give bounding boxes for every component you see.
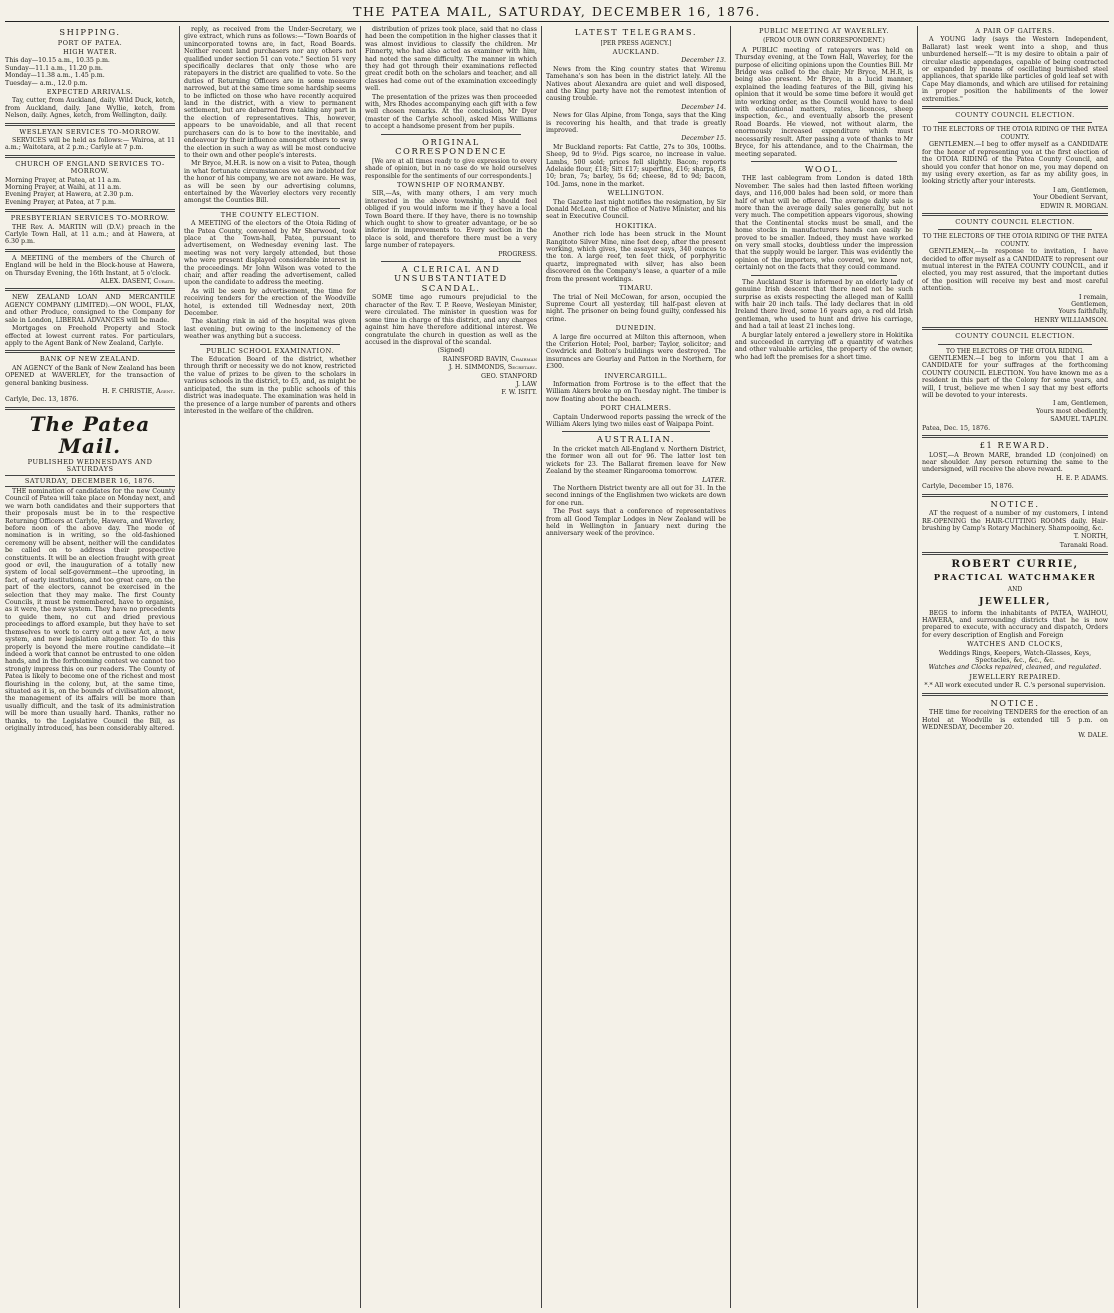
currie-name: ROBERT CURRIE,: [951, 558, 1079, 571]
article-text: reply, as received from the Under-Secretary, we give extract, which runs as follows:—"Town Boards of unincorporated towns are, in fact, Road Boards. Neither recent land purchasers nor any others not qualified under section 51 can vote." Section 51 very specifically declares that only those who are ratepayers in the district are qualified to vote. So the duties of Returning Officers are in some measure narrowed, but at the same time some hardship seems to be inflicted on those who have recently acquired land in the district, with a view to permanent settlement, but are debarred from taking any part in the election of representatives. This, however, appears to be unavoidable, and all that recent purchasers can do is to bow to the inevitable, and endeavour by their influence amongst others to sway the election in such a way as will be most conducive to their own and other people's interests.: [184, 26, 356, 159]
bank-signature: H. F. CHRISTIE, Agent.: [102, 387, 175, 395]
divider: [5, 288, 175, 291]
meeting-signature: ALEX. DASENT, Curate.: [100, 278, 175, 286]
australian-heading: AUSTRALIAN.: [596, 434, 676, 445]
cc-text: GENTLEMEN.—I beg to offer myself as a CANDIDATE for the honor of representing you at the first election of the OTOIA RIDING of the Patea County Council, and should you confer that honor on me, you may depend on my using every exertion, as far as my ability goes, in looking strictly after your interests.: [922, 141, 1108, 186]
divider: [5, 475, 175, 476]
divider: [751, 161, 897, 162]
column-rule: [917, 26, 918, 1308]
port-chalmers-heading: PORT CHALMERS.: [600, 404, 672, 413]
tide-line: Tuesday— a.m., 12.0 p.m.: [5, 79, 88, 87]
masthead: THE PATEA MAIL, SATURDAY, DECEMBER 16, 1876.: [353, 4, 761, 19]
reward-signature: H. E. P. ADAMS.: [1056, 474, 1108, 482]
notice-heading: NOTICE.: [990, 697, 1040, 708]
telegram-text: In the cricket match All-England v. Northern District, the former won all out for 96. The latter lost ten wickets for 23. The Ballarat firemen leave for New Zealand by the steamer Ringarooma tomorrow.: [546, 445, 726, 476]
masthead-rule: [5, 21, 1109, 22]
paper-subtitle: PUBLISHED WEDNESDAYS AND SATURDAYS: [27, 457, 153, 474]
reward-text: LOST,—A Brown MARE, branded LD (conjoined) on near shoulder. Any person returning the same to the undersigned, will receive the above reward.: [922, 451, 1108, 474]
england-line: Morning Prayer, at Patea, at 11 a.m.: [5, 176, 122, 184]
cc-sig-line: I remain,: [1078, 293, 1108, 301]
currie-jewellery: JEWELLERY REPAIRED.: [969, 672, 1061, 681]
divider: [200, 344, 340, 345]
article-text: distribution of prizes took place, said that no class had been the competition in the higher classes that it was almost invidious to classify the children. Mr Finnerty, who had also acted as examiner with him, had noted the same difficulty. The manner in which they had got through their examinations reflected great credit both on the scholars and teacher, and all classes had come out of the examination exceedingly well.: [365, 26, 537, 93]
divider: [922, 327, 1108, 330]
currie-repaired: Watches and Clocks repaired, cleaned, and regulated.: [928, 664, 1102, 672]
england-heading: CHURCH OF ENGLAND SERVICES TO-MORROW.: [15, 159, 165, 176]
divider: [922, 106, 1108, 109]
divider: [562, 431, 710, 432]
article-text: The Post says that a conference of representatives from all Good Templar Lodges in New Zealand will be held in Wellington in January next during the anniversary week of the province.: [546, 508, 726, 538]
article-text: A burglar lately entered a jewellery store in Hokitika and succeeded in carrying off a quantity of watches and other valuable articles, the property of the owner, who had left the premises for a short time.: [735, 331, 913, 361]
england-line: Evening Prayer, at Patea, at 7 p.m.: [5, 198, 116, 206]
tide-line: Sunday—11.1 a.m., 11.20 p.m.: [5, 64, 103, 72]
cc-subheading: TO THE ELECTORS OF THE OTOIA RIDING.: [946, 347, 1084, 355]
dateline: December 15.: [681, 135, 726, 143]
cc-sig-line: Yours most obediently,: [1036, 407, 1108, 415]
wesleyan-text: SERVICES will be held as follows:— Wairoa, at 11 a.m.; Waitotara, at 2 p.m.; Carlyle at 7 p.m.: [5, 136, 175, 152]
notice-text: AT the request of a number of my customers, I intend RE-OPENING the HAIR-CUTTING ROOMS daily. Hair-brushing by Camp's Rotary Machinery. Shampooing, &c.: [922, 510, 1108, 532]
telegram-text: The Gazette last night notifies the resignation, by Sir Donald McLean, of the office of Native Minister, and his seat in Executive Council.: [546, 198, 726, 221]
divider: [5, 407, 175, 410]
divider: [922, 213, 1108, 216]
presby-heading: PRESBYTERIAN SERVICES TO-MORROW.: [10, 214, 170, 223]
divider: [922, 552, 1108, 555]
arrivals-heading: EXPECTED ARRIVALS.: [46, 87, 134, 96]
public-school-text: The Education Board of the district, whether through thrift or necessity we do not know, restricted the value of prizes to be given to the scholars in various schools in the district, to £5, and, as might be anticipated, the sum in the public schools of this district was inadequate. The examination was held in the presence of a large number of parents and others interested in the welfare of the children.: [184, 356, 356, 415]
divider: [5, 155, 175, 158]
wellington-heading: WELLINGTON.: [607, 189, 665, 198]
england-line: Evening Prayer, at Hawera, at 2.30 p.m.: [5, 191, 134, 199]
tide-heading: HIGH WATER.: [62, 47, 118, 56]
press-agency: [PER PRESS AGENCY.]: [600, 39, 672, 47]
gaiters-heading: A PAIR OF GAITERS.: [975, 27, 1055, 35]
waverley-text: A PUBLIC meeting of ratepayers was held on Thursday evening, at the Town Hall, Waverley, for the purpose of eliciting opinions upon the Counties Bill. Mr Bridge was called to the chair; Mr Bryce, M.H.R, is being also present. Mr Bryce, in a lucid manner, explained the leading features of the Bill, giving his opinion that it would be some time before it would get into working order, as the Council would have to deal with educational matters, rates, licences, sheep inspection, &c., and eventually absorb the present Road Boards. He viewed, not without alarm, the enormously increased expenditure which must necessarily result. After passing a vote of thanks to Mr Bryce, for his attendance, and to the Chairman, the meeting separated.: [735, 46, 913, 158]
article-text: The presentation of the prizes was then proceeded with, Mrs Rhodes accompanying each gift with a few well chosen remarks. At the conclusion, Mr Dyer (master of the Carlyle school), asked Miss Williams to accept a handsome present from her pupils.: [365, 93, 537, 131]
cc-sig-line: Gentlemen,: [1071, 301, 1108, 308]
cc-sig-line: I am, Gentlemen,: [1052, 400, 1108, 408]
divider: [5, 123, 175, 126]
signed-label: (Signed): [437, 347, 465, 355]
own-correspondent: (FROM OUR OWN CORRESPONDENT.): [763, 37, 885, 45]
shipping-heading: SHIPPING.: [59, 27, 121, 37]
divider: [5, 350, 175, 353]
telegram-text: A large fire occurred at Milton this afternoon, when the Criterion Hotel; Pool, barber; Taylor, solicitor; and Cowdrick and Bolton's buildings were destroyed. The insurances are Gourlay and Patton in the Northern, for £300.: [546, 333, 726, 371]
notice-signature: W. DALE.: [1078, 732, 1108, 740]
cc-heading: COUNTY COUNCIL ELECTION.: [955, 111, 1075, 120]
divider: [381, 261, 521, 262]
dateline: December 14.: [681, 103, 726, 111]
cc-signature: HENRY WILLIAMSON.: [1034, 316, 1108, 324]
divider: [5, 486, 175, 487]
divider: [5, 209, 175, 212]
timaru-heading: TIMARU.: [618, 284, 654, 293]
cc-text: GENTLEMEN.—I beg to inform you that I am a CANDIDATE for your suffrages at the forthcoming COUNTY COUNCIL ELECTION. You have known me as a resident in this part of the Colony for some years, and will, I trust, believe me when I say that my best efforts will be devoted to your interests.: [922, 355, 1108, 400]
currie-text: BEGS to inform the inhabitants of PATEA, WAIHOU, HAWERA, and surrounding districts that he is now prepared to execute, with accuracy and dispatch, Orders for every description of English and Foreign: [922, 609, 1108, 639]
bank-heading: BANK OF NEW ZEALAND.: [39, 355, 141, 364]
divider: [938, 229, 1092, 230]
currie-watches: WATCHES AND CLOCKS,: [966, 640, 1064, 649]
cc-subheading: TO THE ELECTORS OF THE OTOIA RIDING OF THE PATEA COUNTY.: [922, 233, 1108, 248]
meeting-text: A MEETING of the members of the Church of England will be held in the Block-house at Hawera, on Thursday Evening, the 16th Instant, at 5 o'clock.: [5, 254, 175, 277]
divider: [200, 208, 340, 209]
divider: [922, 494, 1108, 497]
telegrams-heading: LATEST TELEGRAMS.: [574, 27, 698, 37]
cc-sig-line: Yours faithfully,: [1058, 308, 1108, 316]
normanby-text: SIR,—As, with many others, I am very much interested in the above township, I should feel obliged if you would inform me if they have a local Town Board there. If they have, there is no township which ought to show to greater advantage, or be so inferior in improvements to. Every section in the place is sold, and therefore there must be a very large number of ratepayers.: [365, 190, 537, 250]
nz-loan-text: Mortgages on Freehold Property and Stock effected at lowest current rates. For particulars, apply to the Agent Bank of New Zealand, Carlyle.: [5, 325, 175, 347]
gaiters-text: A YOUNG lady (says the Western Independent, Ballarat) last week went into a shop, and thus unburdened herself:—"It is my desire to obtain a pair of circular elastic appendages, capable of being contracted or expanded by means of oscillating burnished steel appliances, that sparkle like particles of gold leaf set with Cape May diamonds, and which are utilised for retaining in proper position the habiliments of the lower extremities.": [922, 36, 1108, 103]
currie-and: AND: [1007, 586, 1023, 594]
woodville-text: As will be seen by advertisement, the time for receiving tenders for the erection of the Woodville hotel, is extended till Wednesday next, 20th December.: [184, 287, 356, 318]
signer: J. LAW: [516, 380, 537, 388]
signer: GEO. STANFORD: [481, 372, 537, 380]
column-6: [922, 26, 1108, 1308]
article-text: The Auckland Star is informed by an elderly lady of genuine Irish descent that there need not be such surprise as exists respecting the alleged man of Kallil with hair 20 inch tails. The lady declares that in old Ireland there lived, some 16 years ago, a red old Irish gentleman, who used to hunt and drive his carriage, and had a tail at least 21 inches long.: [735, 278, 913, 331]
reward-heading: £1 REWARD.: [979, 440, 1051, 451]
column-5: [735, 26, 913, 1308]
tide-line: This day—10.15 a.m., 10.35 p.m.: [5, 57, 110, 65]
wool-text: THE last cablegram from London is dated 18th November. The sales had then lasted fifteen working days, and 116,000 bales had been sold, or more than half of what will be offered. The average daily sale is more than the average daily sales generally, but not very much. The competition appears vigorous, showing that the Continental stocks must be small, and the home stocks in manufacturers hands can easily be proved to be smaller. Indeed, they must have worked on very small stocks, doubtless under the impression that the supply would be larger. This was evidently the opinion of the importers, who covered, we know not, certainly not on the facts that they could command.: [735, 175, 913, 272]
arrivals-text: Tay, cutter, from Auckland, daily. Wild Duck, ketch, from Auckland, daily. Jane Wyllie, ketch, from Nelson, daily. Agnes, ketch, from Wellington, daily.: [5, 97, 175, 120]
currie-personal: *.* All work executed under R. C.'s personal supervision.: [924, 682, 1106, 690]
cc-signature: EDWIN R. MORGAN.: [1040, 202, 1108, 210]
public-school-heading: PUBLIC SCHOOL EXAMINATION.: [206, 346, 334, 355]
notice-text: THE time for receiving TENDERS for the erection of an Hotel at Woodville is extended till 5 p.m. on WEDNESDAY, December 20.: [922, 709, 1108, 731]
cc-signature: SAMUEL TAPLIN.: [1050, 416, 1108, 424]
presby-text: THE Rev. A. MARTIN will (D.V.) preach in the Carlyle Town Hall, at 11 a.m.; and at Hawera, at 6.30 p.m.: [5, 223, 175, 246]
cc-heading: COUNTY COUNCIL ELECTION.: [955, 332, 1075, 341]
divider: [751, 275, 897, 276]
divider: [938, 344, 1092, 345]
notice-signature: T. NORTH,: [1073, 533, 1108, 541]
signer: J. H. SIMMONDS, Secretary.: [448, 364, 537, 372]
wool-heading: WOOL.: [804, 163, 844, 174]
paper-date: SATURDAY, DECEMBER 16, 1876.: [24, 476, 156, 485]
currie-jeweller: JEWELLER,: [979, 596, 1051, 607]
tide-line: Monday—11.38 a.m., 1.45 p.m.: [5, 72, 105, 80]
article-text: Mr Bryce, M.H.R. is now on a visit to Patea, though in what fortunate circumstances we are indebted for the honor of his company, we are not aware. He was, as will be seen by our advertising columns, entertained by the Waverley electors very recently amongst the Counties Bill.: [184, 160, 356, 205]
normanby-heading: TOWNSHIP OF NORMANBY.: [396, 180, 506, 189]
divider: [381, 134, 521, 135]
correspondence-heading: ORIGINAL CORRESPONDENCE: [395, 136, 507, 157]
telegram-text: News for Glas Alpine, from Tonga, says that the King is recovering his health, and that trade is greatly improved.: [546, 112, 726, 134]
later-label: LATER.: [702, 476, 726, 484]
cc-heading: COUNTY COUNCIL ELECTION.: [955, 217, 1075, 226]
waverley-heading: PUBLIC MEETING AT WAVERLEY.: [759, 27, 889, 35]
correspondence-note: [We are at all times ready to give expression to every shade of opinion, but in no case do we hold ourselves responsible for the sentiments of our correspondents.]: [365, 157, 537, 180]
cc-subheading: TO THE ELECTORS OF THE OTOIA RIDING OF THE PATEA COUNTY.: [922, 126, 1108, 141]
column-2: [184, 26, 356, 1308]
skating-text: The skating rink in aid of the hospital was given last evening, but owing to the inclemency of the weather was anything but a success.: [184, 318, 356, 341]
cc-sig-line: I am, Gentlemen,: [1052, 186, 1108, 194]
column-rule: [730, 26, 731, 1308]
auckland-heading: AUCKLAND.: [612, 47, 660, 56]
column-rule: [541, 26, 542, 1308]
port-heading: PORT OF PATEA.: [57, 38, 123, 47]
cc-text: GENTLEMEN,—In response to invitation, I have decided to offer myself as a CANDIDATE to represent our mutual interest in the PATEA COUNTY COUNCIL, and if elected, you may rest assured, that the important duties of the position will receive my best and most careful attention.: [922, 248, 1108, 293]
progress-signature: PROGRESS.: [498, 250, 537, 258]
bank-text: AN AGENCY of the Bank of New Zealand has been OPENED at WAVERLEY, for the transaction of general banking business.: [5, 364, 175, 387]
telegram-text: The trial of Neil McCowan, for arson, occupied the Supreme Court all yesterday, till half-past eleven at night. The prisoner on being found guilty, confessed his crime.: [546, 293, 726, 323]
telegram-text: Captain Underwood reports passing the wreck of the William Akers lying two miles east of Waipapa Point.: [546, 413, 726, 428]
telegram-text: Mr Buckland reports: Fat Cattle, 27s to 30s, 100lbs. Sheep, 9d to 9½d. Pigs scarce, no increase in value. Lambs, 500 sold; prices fell slightly. Bacon; reports Adelaide flour, £18; Sitt £17; superfine, £16; sharps, £8 10; bran, 7s; barley, 5s 6d; cheese, 8d to 9d; bacon, 10d. Jams, none in the market.: [546, 143, 726, 188]
invercargill-heading: INVERCARGILL.: [604, 371, 668, 380]
telegram-text: News from the King country states that Wiremu Tamehana's son has been in the district lately. All the Natives about Alexandra are quiet and well disposed, and the King party have not the remotest intention of causing trouble.: [546, 65, 726, 103]
column-4: [546, 26, 726, 1308]
editorial-text: THE nomination of candidates for the new County Council of Patea will take place on Monday next, and we warn both candidates and their supporters that their proposals must be in to the respective Returning Officers at Carlyle, Hawera, and Waverley, before noon of the above day. The mode of nomination is in writing, so the old-fashioned ceremony will be absent, neither will the candidates be called on to address their prospective constituents. It will be an election fraught with great good or evil, the inauguration of a totally new system of local self-government—the uprooting, in fact, of early institutions, and too great care, on the part of the electors, cannot be exercised in the selection that they may make. The first County Councils, it must be remembered, have to organise, as it were, the new system. They have no precedents to guide them, no cut and dried previous proceedings to afford example, but they have to set themselves to work to carry out a new Act, a new system, and new legislation altogether. To do this properly is beyond the mere routine candidate—it indeed a work that cannot be entrusted to one olden hands, and in the forthcoming contest we cannot too strongly impress this on our readers. The County of Patea is likely to become one of the richest and most flourishing in the colony, but, at the same time, situated as it is, on the bounds of civilisation almost, the management of its affairs will be more than usually difficult, and the task of its administration will be more than usually hard. Thanks, rather no thanks, to the Legislative Council the Bill, as originally introduced, has been considerably altered.: [5, 487, 175, 732]
column-3: [365, 26, 537, 1308]
telegram-text: Another rich lode has been struck in the Mount Rangitoto Silver Mine, nine feet deep, after the present working, which gives, the assayer says, 340 ounces to the ton. A large reef, ten feet thick, of porphyritic quartz, impregnated with silver, has also been discovered on the Company's lease, a quarter of a mile from the present workings.: [546, 231, 726, 283]
cc-sig-line: Your Obedient Servant,: [1033, 194, 1108, 202]
column-1: [5, 26, 175, 1308]
dunedin-heading: DUNEDIN.: [615, 324, 657, 333]
signer: F. W. ISITT.: [501, 389, 537, 397]
clerical-text: SOME time ago rumours prejudicial to the character of the Rev. T. P. Reeve, Wesleyan Minister, were circulated. The minister in question was for some time in charge of this district, and any charges against him have therefore additional interest. We congratulate the church in question as well as the accused in the disproval of the scandal.: [365, 294, 537, 346]
bank-date: Carlyle, Dec. 13, 1876.: [5, 396, 79, 404]
divider: [938, 122, 1092, 123]
county-election-text: A MEETING of the electors of the Otoia Riding of the Patea County, convened by Mr Sherwood, took place at the Town-hall, Patea, pursuant to advertisement, on Wednesday evening last. The meeting was not very largely attended, but those who were present displayed considerable interest in the proceedings. Mr John Wilson was voted to the chair, and after reading the advertisement, called upon the candidate to address the meeting.: [184, 220, 356, 287]
telegram-text: Information from Fortrose is to the effect that the William Akers broke up on Tuesday night. The timber is now floating about the beach.: [546, 380, 726, 403]
telegram-text: The Northern District twenty are all out for 31. In the second innings of the Englishmen two wickets are down for one run.: [546, 484, 726, 507]
cc-date: Patea, Dec. 15, 1876.: [922, 424, 991, 432]
nz-loan-heading: NEW ZEALAND LOAN AND MERCANTILE AGENCY COMPANY (LIMITED).—ON WOOL, FLAX, and other Produce, consigned to the Company for sale in London, LIBERAL ADVANCES will be made.: [5, 294, 175, 324]
wesleyan-heading: WESLEYAN SERVICES TO-MORROW.: [19, 127, 161, 136]
column-rule: [179, 26, 180, 1308]
divider: [922, 693, 1108, 696]
notice-place: Taranaki Road.: [1059, 541, 1108, 549]
paper-title: The Patea Mail.: [29, 411, 151, 458]
divider: [922, 435, 1108, 438]
england-line: Morning Prayer, at Waihi, at 11 a.m.: [5, 184, 122, 191]
county-election-heading: THE COUNTY ELECTION.: [220, 210, 320, 219]
currie-trade: PRACTICAL WATCHMAKER: [933, 573, 1097, 584]
dateline: December 13.: [681, 57, 726, 65]
column-rule: [360, 26, 361, 1308]
hokitika-heading: HOKITIKA.: [615, 221, 657, 230]
reward-date: Carlyle, December 15, 1876.: [922, 483, 1014, 491]
signer: RAINSFORD BAVIN, Chairman: [442, 355, 537, 363]
currie-items: Weddings Rings, Keepers, Watch-Glasses, Keys, Spectacles, &c., &c., &c.: [938, 649, 1092, 664]
clerical-heading: A CLERICAL AND UNSUBSTANTIATED SCANDAL.: [394, 263, 508, 293]
divider: [5, 249, 175, 252]
notice-heading: NOTICE.: [990, 498, 1040, 509]
